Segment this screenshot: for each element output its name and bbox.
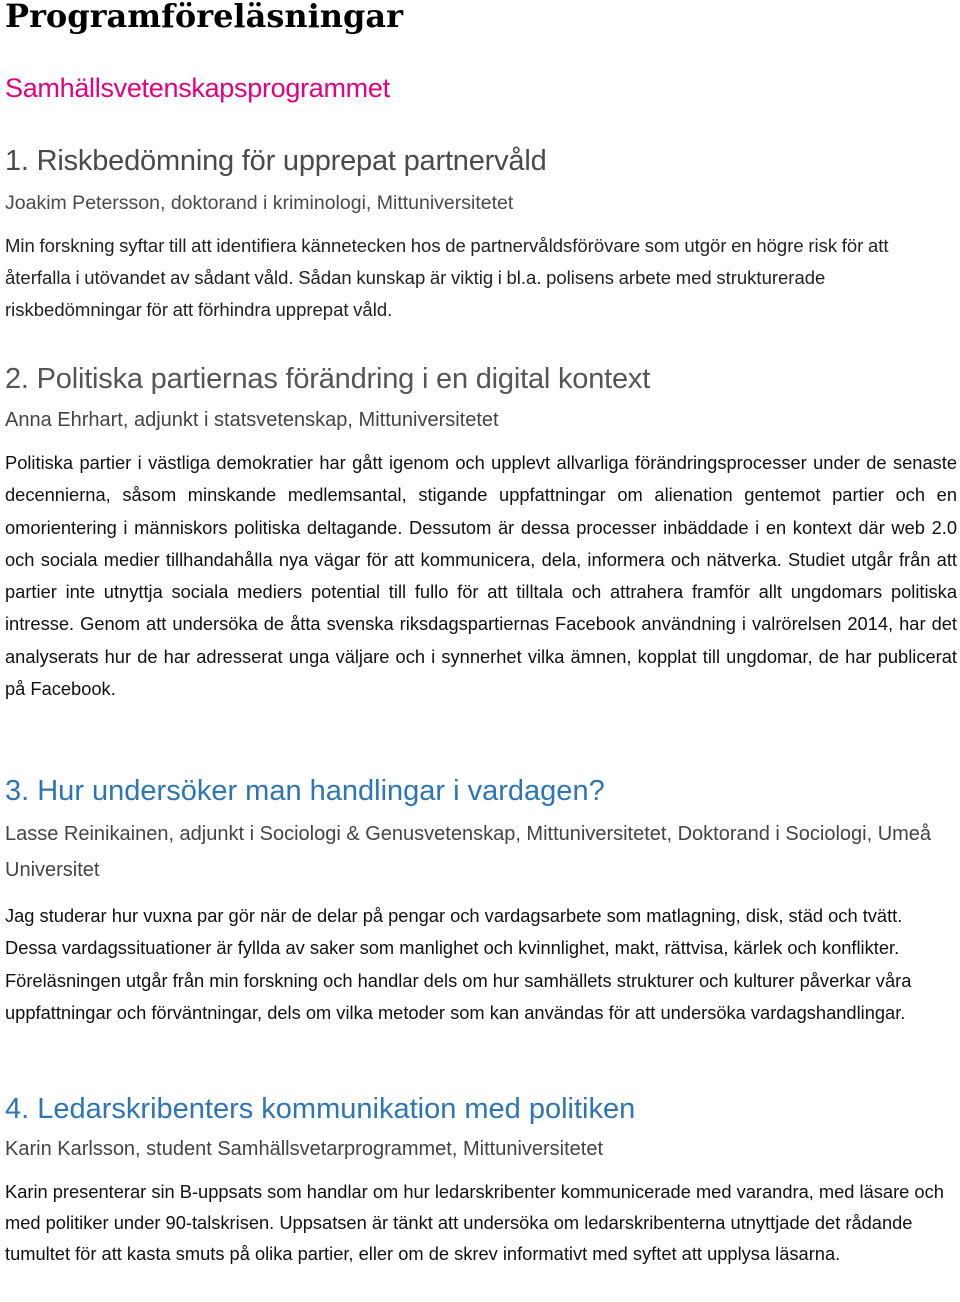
lecture-1 <box>5 142 957 326</box>
lecture-abstract: Min forskning syftar till att identifiera kännetecken hos de partnervåldsförövare som utgör en högre risk för att återfalla i utövandet av sådant våld. Sådan kunskap är viktig i bl.a. polisens arbete med strukturerade riskbedömningar för att förhindra upprepat våld. <box>5 235 889 320</box>
lecture-abstract: Karin presenterar sin B-uppsats som handlar om hur ledarskribenter kommunicerade med varandra, med läsare och med politiker under 90-talskrisen. Uppsatsen är tänkt att undersöka om ledarskribenterna utnyttjade det rådande tumultet för att kasta smuts på olika partier, eller om de skrev informativt med syftet att upplysa läsarna. <box>5 1181 944 1264</box>
program-name: Samhällsvetenskapsprogrammet <box>5 73 390 103</box>
lecture-heading: 3. Hur undersöker man handlingar i vardagen? <box>5 775 605 807</box>
lecture-abstract: Jag studerar hur vuxna par gör när de delar på pengar och vardagsarbete som matlagning, disk, städ och tvätt. Dessa vardagssituationer är fyllda av saker som manlighet och kvinnlighet, makt, rättvisa, kärlek och konflikter. Föreläsningen utgår från min forskning och handlar dels om hur samhällets strukturer och kulturer påverkar våra uppfattningar och förväntningar, dels om vilka metoder som kan användas för att undersöka vardagshandlingar. <box>5 905 912 1024</box>
lecture-3 <box>5 772 957 1030</box>
lecture-abstract: Politiska partier i västliga demokratier har gått igenom och upplevt allvarliga förändringsprocesser under de senaste decennierna, såsom minskande medlemsantal, stigande uppfattningar om alienation gentemot partier och en omorientering i människors politiska deltagande. Dessutom är dessa processer inbäddade i en kontext där web 2.0 och sociala medier tillhandahålla nya vägar för att kommunicera, dela, informera och nätverka. Studiet utgår från att partier inte utnyttja sociala mediers potential till fullo för att tilltala och attrahera framför allt ungdomars politiska intresse. Genom att undersöka de åtta svenska riksdagspartiernas Facebook användning i valrörelsen 2014, har det analyserats hur de har adresserat unga väljare och i synnerhet vilka ämnen, kopplat till ungdomar, de har publicerat på Facebook. <box>5 452 957 700</box>
lecture-speaker: Anna Ehrhart, adjunkt i statsvetenskap, Mittuniversitetet <box>5 409 499 431</box>
lecture-speaker: Karin Karlsson, student Samhällsvetarprogrammet, Mittuniversitetet <box>5 1138 604 1160</box>
lecture-heading: 1. Riskbedömning för upprepat partnervåld <box>5 145 547 177</box>
lecture-speaker: Joakim Petersson, doktorand i kriminologi, Mittuniversitetet <box>5 192 514 214</box>
lecture-4 <box>5 1090 957 1269</box>
lecture-heading: 2. Politiska partiernas förändring i en digital kontext <box>5 363 651 395</box>
page-title: Programföreläsningar <box>5 0 403 35</box>
lecture-speaker: Lasse Reinikainen, adjunkt i Sociologi & Genusvetenskap, Mittuniversitetet, Doktorand i Sociologi, Umeå Universitet <box>5 823 932 881</box>
lecture-heading: 4. Ledarskribenters kommunikation med politiken <box>5 1093 636 1125</box>
lecture-2 <box>5 360 957 705</box>
